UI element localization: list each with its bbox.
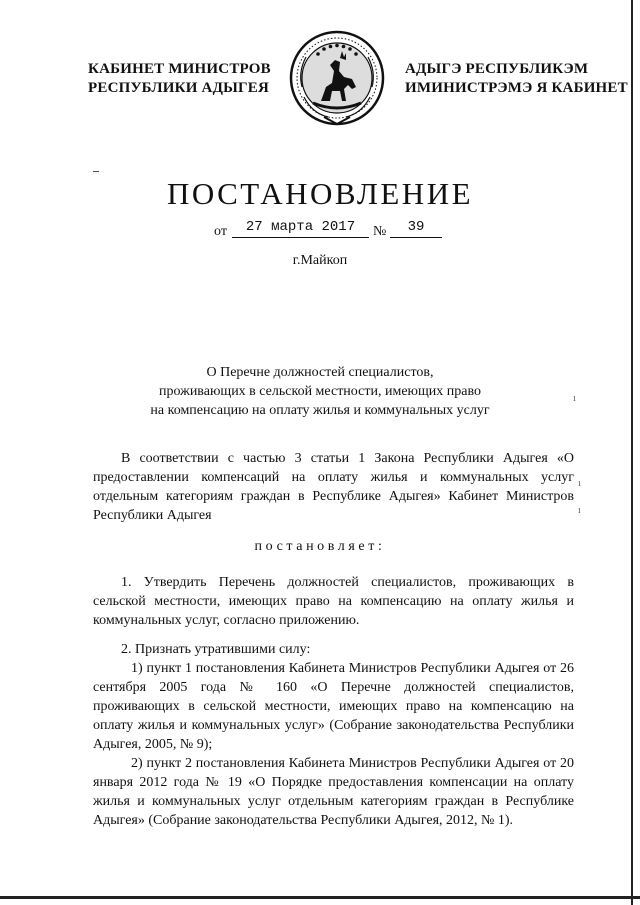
subject-line-1: О Перечне должностей специалистов,: [206, 365, 434, 380]
issuer-header-ady-line1: АДЫГЭ РЕСПУБЛИКЭМ: [405, 61, 589, 77]
scan-edge-right: [631, 0, 633, 905]
scan-mark: ı: [578, 505, 581, 516]
date-prefix-label: от: [214, 224, 227, 239]
scan-edge-bottom: [0, 896, 640, 899]
resolves-label: постановляет:: [254, 539, 386, 554]
clause-1: [93, 573, 574, 630]
number-sign-label: №: [373, 224, 387, 239]
scan-mark: [93, 171, 99, 172]
date-underline: [232, 237, 369, 238]
preamble-text: В соответствии с частью 3 статьи 1 Закона Республики Адыгея «О предоставлении компенсаций на оплату жилья и коммунальных услуг отдельным категориям граждан в Республике Адыгея» Кабинет Министров Республики Адыгея: [93, 451, 574, 523]
issuer-header-ady-line2: ИМИНИСТРЭМЭ Я КАБИНЕТ: [405, 80, 628, 96]
clause-2-heading: 2. Признать утратившими силу:: [121, 642, 311, 657]
clause-2-subitem-2: 2) пункт 2 постановления Кабинета Министров Республики Адыгея от 20 января 2012 года № 19 «О Порядке предоставления компенсации на оплату жилья и коммунальных услуг отдельным категориям граждан в Республике Адыгея» (Собрание законодательства Республики Адыгея, 2012, № 1).: [93, 756, 574, 828]
clause-2-subitem-1: 1) пункт 1 постановления Кабинета Министров Республики Адыгея от 26 сентября 2005 года № 160 «О Перечне должностей специалистов, проживающих в сельской местности, имеющих право на компенсацию на оплату жилья и коммунальных услуг» (Собрание законодательства Республики Адыгея, 2005, № 9);: [93, 661, 574, 752]
issue-city: г.Майкоп: [292, 253, 348, 268]
scan-mark: ı: [573, 393, 576, 404]
clause-1-text: 1. Утвердить Перечень должностей специалистов, проживающих в сельской местности, имеющих право на компенсацию на оплату жилья и коммунальных услуг, согласно приложению.: [93, 575, 574, 628]
subject-line-3: на компенсацию на оплату жилья и коммунальных услуг: [150, 403, 490, 418]
document-number: 39: [407, 219, 425, 235]
document-title: ПОСТАНОВЛЕНИЕ: [166, 176, 474, 211]
scan-mark: ı: [578, 478, 581, 489]
date-number-row: [0, 219, 640, 241]
preamble: [93, 449, 574, 525]
issuer-header-ru-line2: РЕСПУБЛИКИ АДЫГЕЯ: [88, 80, 270, 96]
document-date: 27 марта 2017: [245, 219, 356, 235]
issuer-header-ady: [405, 60, 628, 98]
document-subject: [130, 363, 510, 420]
number-underline: [390, 237, 442, 238]
coat-of-arms-adygea-icon: [288, 27, 386, 129]
subject-line-2: проживающих в сельской местности, имеющих право: [159, 384, 481, 399]
issuer-header-ru-line1: КАБИНЕТ МИНИСТРОВ: [88, 61, 271, 77]
issuer-header-ru: [88, 60, 271, 98]
clause-2: [93, 640, 574, 830]
